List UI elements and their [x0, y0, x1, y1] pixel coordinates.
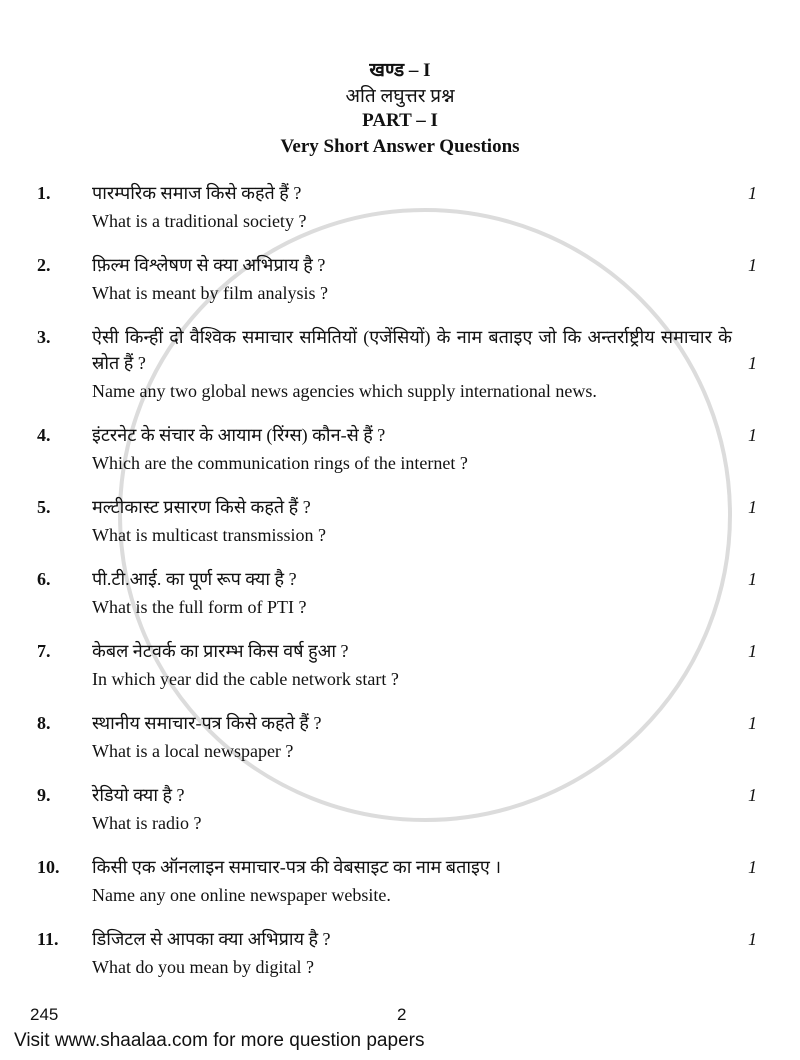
question-marks: 1: [748, 569, 757, 589]
question-hindi: मल्टीकास्ट प्रसारण किसे कहते हैं ?: [92, 497, 311, 517]
question-english: What is radio ?: [92, 813, 202, 833]
question-item: [0, 782, 800, 836]
question-english: Name any two global news agencies which supply international news.: [92, 381, 597, 401]
question-hindi: पारम्परिक समाज किसे कहते हैं ?: [92, 183, 302, 203]
question-number: 6.: [37, 569, 51, 589]
question-marks: 1: [748, 353, 757, 373]
question-english: What is multicast transmission ?: [92, 525, 326, 545]
question-number: 11.: [37, 929, 59, 949]
question-marks: 1: [748, 425, 757, 445]
paper-code: 245: [30, 1005, 59, 1024]
question-english: What is a local newspaper ?: [92, 741, 294, 761]
question-hindi: केबल नेटवर्क का प्रारम्भ किस वर्ष हुआ ?: [92, 641, 349, 661]
question-hindi: डिजिटल से आपका क्या अभिप्राय है ?: [92, 929, 331, 949]
question-marks: 1: [748, 929, 757, 949]
question-english: What is a traditional society ?: [92, 211, 307, 231]
page-number: 2: [397, 1005, 407, 1024]
question-english: In which year did the cable network start ?: [92, 669, 399, 689]
question-hindi: फ़िल्म विश्लेषण से क्या अभिप्राय है ?: [92, 255, 326, 275]
question-english: What is meant by film analysis ?: [92, 283, 328, 303]
question-number: 7.: [37, 641, 51, 661]
question-marks: 1: [748, 497, 757, 517]
question-item: [0, 638, 800, 692]
question-english: Name any one online newspaper website.: [92, 885, 391, 905]
question-marks: 1: [748, 785, 757, 805]
footer-link[interactable]: Visit www.shaalaa.com for more question papers: [14, 1030, 425, 1051]
question-hindi: किसी एक ऑनलाइन समाचार-पत्र की वेबसाइट का नाम बताइए ।: [92, 857, 502, 877]
question-item: [0, 324, 800, 404]
question-item: [0, 926, 800, 980]
question-number: 5.: [37, 497, 51, 517]
question-hindi: पी.टी.आई. का पूर्ण रूप क्या है ?: [92, 569, 297, 589]
question-number: 10.: [37, 857, 60, 877]
question-marks: 1: [748, 183, 757, 203]
question-item: [0, 710, 800, 764]
question-item: [0, 252, 800, 306]
question-number: 1.: [37, 183, 51, 203]
question-marks: 1: [748, 255, 757, 275]
question-number: 2.: [37, 255, 51, 275]
section-title-hindi: खण्ड – I: [369, 60, 431, 81]
question-hindi: स्थानीय समाचार-पत्र किसे कहते हैं ?: [92, 713, 322, 733]
question-hindi: रेडियो क्या है ?: [92, 785, 185, 805]
question-number: 4.: [37, 425, 51, 445]
question-english: What do you mean by digital ?: [92, 957, 314, 977]
section-title: PART – I: [362, 110, 438, 131]
question-hindi: ऐसी किन्हीं दो वैश्विक समाचार समितियों (एजेंसियों) के नाम बताइए जो कि अन्तर्राष्ट्रीय समाचार के स्रोत हैं ?: [92, 327, 732, 373]
question-item: [0, 566, 800, 620]
question-number: 8.: [37, 713, 51, 733]
subtitle-hindi: अति लघुत्तर प्रश्न: [345, 86, 455, 107]
question-item: [0, 494, 800, 548]
question-english: What is the full form of PTI ?: [92, 597, 307, 617]
question-number: 9.: [37, 785, 51, 805]
question-item: [0, 180, 800, 234]
question-marks: 1: [748, 857, 757, 877]
question-marks: 1: [748, 641, 757, 661]
question-hindi: इंटरनेट के संचार के आयाम (रिंग्स) कौन-से हैं ?: [92, 425, 386, 445]
question-number: 3.: [37, 327, 51, 347]
question-item: [0, 854, 800, 908]
question-marks: 1: [748, 713, 757, 733]
question-item: [0, 422, 800, 476]
subtitle: Very Short Answer Questions: [280, 136, 520, 157]
question-english: Which are the communication rings of the internet ?: [92, 453, 468, 473]
question-list: [0, 180, 800, 998]
